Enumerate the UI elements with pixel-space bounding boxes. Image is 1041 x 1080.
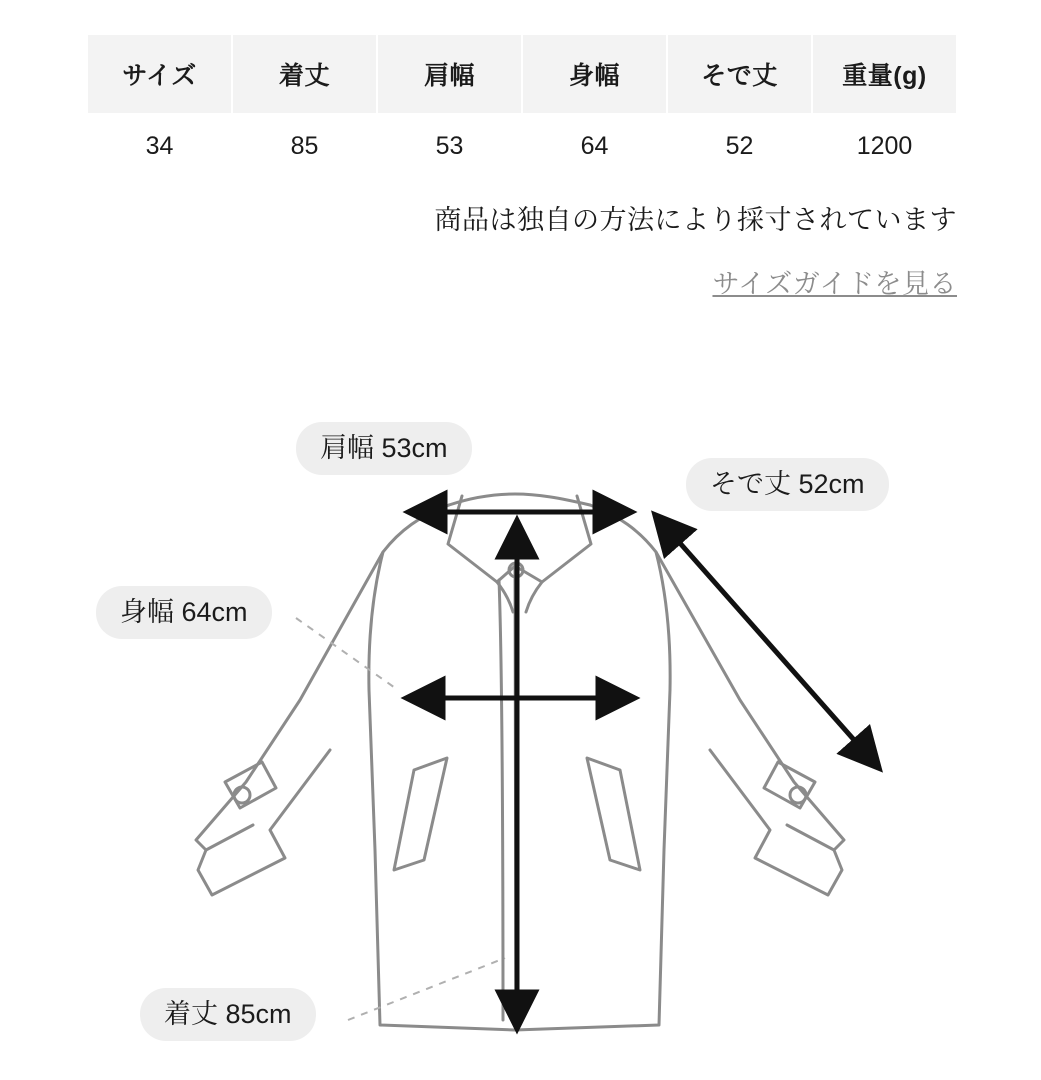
column-header-size: サイズ [87,34,232,114]
table-header-row [87,34,957,114]
size-table [86,33,958,177]
label-shoulder-width: 肩幅 53cm [296,422,472,475]
cell-weight: 1200 [812,114,957,177]
leader-lines [296,618,505,1020]
column-header-length: 着丈 [232,34,377,114]
label-body-length: 着丈 85cm [140,988,316,1041]
column-header-sleeve: そで丈 [667,34,812,114]
size-guide-link[interactable]: サイズガイドを見る [712,269,957,299]
measurement-note: 商品は独自の方法により採寸されています [434,205,957,235]
column-header-chest: 身幅 [522,34,667,114]
garment-diagram [0,330,1041,1080]
column-header-weight: 重量(g) [812,34,957,114]
cell-chest: 64 [522,114,667,177]
cell-shoulder: 53 [377,114,522,177]
table-row [87,114,957,177]
label-sleeve-length: そで丈 52cm [686,458,889,511]
cell-sleeve: 52 [667,114,812,177]
column-header-shoulder: 肩幅 [377,34,522,114]
cell-size: 34 [87,114,232,177]
measurement-arrows [408,512,878,1027]
label-chest-width: 身幅 64cm [96,586,272,639]
coat-illustration-svg [0,330,1041,1080]
coat-outline [196,494,844,1030]
cell-length: 85 [232,114,377,177]
size-table-container [86,33,958,177]
arrow-sleeve [656,516,878,767]
